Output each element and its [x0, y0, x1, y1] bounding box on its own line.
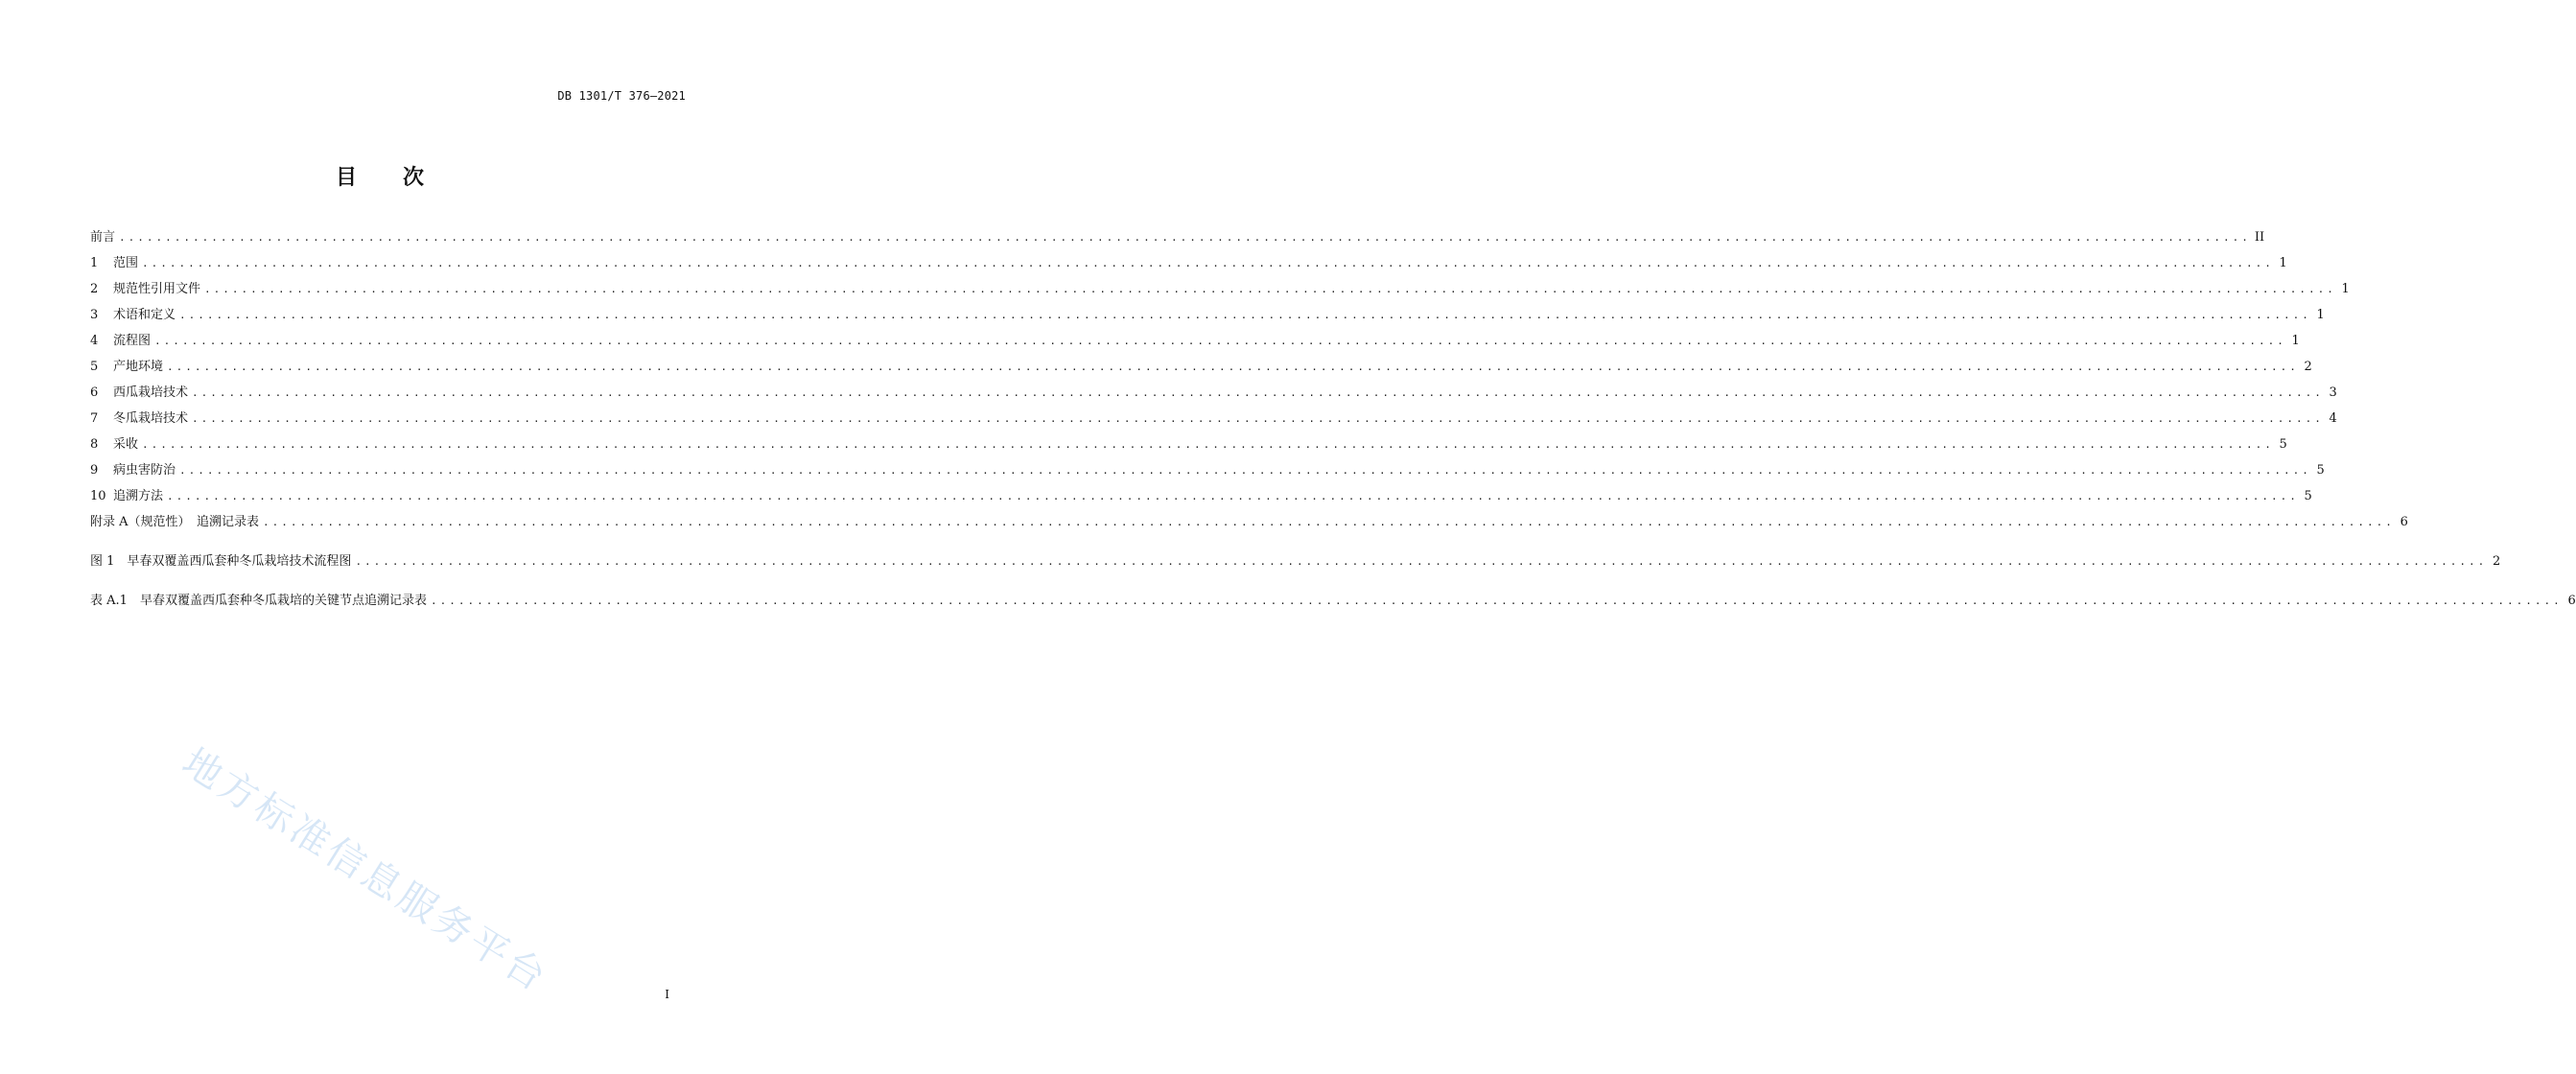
toc-entry-page: 1 [2291, 334, 2300, 348]
toc-entry-number: 9 [90, 463, 99, 478]
section-gap [90, 537, 687, 550]
toc-entry-page: 6 [2567, 594, 2576, 608]
toc-entry-traceability[interactable] [90, 485, 2312, 511]
dot-leader: ....................................................................................................................................................................................................................................... [179, 309, 2311, 321]
toc-entry-terms[interactable] [90, 304, 2325, 330]
toc-entry-number: 10 [90, 489, 106, 503]
toc-entry-label [90, 459, 176, 478]
toc-entry-title: 术语和定义 [113, 308, 176, 322]
page-number: I [665, 988, 669, 1001]
toc-entry-number: 6 [90, 385, 99, 400]
toc-entry-page: 1 [2316, 308, 2325, 322]
toc-entry-figure-1[interactable] [90, 550, 2501, 576]
toc-entry-label [90, 304, 176, 322]
toc-entry-page: 6 [2400, 515, 2408, 529]
toc-entry-number: 5 [90, 360, 99, 374]
dot-leader: ....................................................................................................................................................................................................................................... [355, 555, 2488, 568]
dot-leader: ....................................................................................................................................................................................................................................... [192, 386, 2324, 399]
toc-entry-number: 3 [90, 308, 99, 322]
watermark: 地方标准信息服务平台 [174, 739, 556, 1002]
toc-entry-scope[interactable] [90, 252, 2287, 278]
toc-entry-label [90, 382, 188, 400]
toc-entry-number: 2 [90, 282, 99, 296]
toc-entry-title: 冬瓜栽培技术 [113, 411, 189, 426]
toc-entry-number: 8 [90, 437, 99, 452]
dot-leader: ....................................................................................................................................................................................................................................... [204, 283, 2336, 295]
toc-entry-normative-references[interactable] [90, 278, 2350, 304]
toc-entry-label [90, 433, 138, 452]
dot-leader: ....................................................................................................................................................................................................................................... [430, 595, 2563, 607]
toc-entry-label [90, 330, 151, 348]
toc-entry-page: 4 [2329, 411, 2337, 426]
page-title [0, 161, 760, 191]
toc-entry-title: 产地环境 [113, 360, 164, 374]
toc-entry-number: 1 [90, 256, 99, 270]
toc-entry-label [90, 550, 351, 569]
toc-entry-wax-gourd[interactable] [90, 408, 2337, 433]
toc-entry-page: 1 [2341, 282, 2350, 296]
toc-entry-page: 5 [2304, 489, 2312, 503]
toc-entry-title: 追溯方法 [113, 489, 164, 503]
toc-entry-environment[interactable] [90, 356, 2312, 382]
table-of-contents [90, 226, 2576, 616]
toc-entry-title: 范围 [113, 256, 139, 270]
toc-entry-pest-control[interactable] [90, 459, 2325, 485]
toc-entry-label [90, 485, 163, 503]
toc-entry-label [90, 408, 188, 426]
standard-number: DB 1301/T 376—2021 [557, 89, 686, 103]
toc-entry-label [90, 356, 163, 374]
title-char-1: 目 [335, 166, 357, 190]
toc-entry-label [90, 252, 138, 270]
dot-leader: ....................................................................................................................................................................................................................................... [154, 335, 2286, 347]
toc-entry-appendix-a[interactable] [90, 511, 2408, 537]
figure-title: 早春双覆盖西瓜套种冬瓜栽培技术流程图 [127, 554, 352, 569]
toc-entry-page: 5 [2279, 437, 2287, 452]
toc-entry-flowchart[interactable] [90, 330, 2300, 356]
toc-entry-page: 3 [2329, 385, 2337, 400]
toc-entry-harvest[interactable] [90, 433, 2287, 459]
toc-entry-label: 附录 A（规范性） 追溯记录表 [90, 515, 260, 529]
toc-entry-number: 7 [90, 411, 99, 426]
toc-entry-page: 2 [2492, 554, 2501, 569]
dot-leader: ....................................................................................................................................................................................................................................... [192, 412, 2324, 425]
toc-entry-title: 采收 [113, 437, 139, 452]
dot-leader: ....................................................................................................................................................................................................................................... [119, 231, 2251, 244]
table-number: 表 A.1 [90, 594, 128, 608]
toc-entry-title: 西瓜栽培技术 [113, 385, 189, 400]
toc-entry-title: 流程图 [113, 334, 152, 348]
title-char-2: 次 [403, 166, 425, 190]
dot-leader: ....................................................................................................................................................................................................................................... [263, 516, 2395, 528]
toc-entry-watermelon[interactable] [90, 382, 2337, 408]
dot-leader: ....................................................................................................................................................................................................................................... [167, 361, 2299, 373]
toc-entry-page: 5 [2316, 463, 2325, 478]
toc-entry-title: 病虫害防治 [113, 463, 176, 478]
toc-entry-label [90, 590, 427, 608]
toc-entry-title: 规范性引用文件 [113, 282, 201, 296]
toc-entry-label [90, 278, 200, 296]
dot-leader: ....................................................................................................................................................................................................................................... [142, 438, 2274, 451]
toc-entry-page: 2 [2304, 360, 2312, 374]
dot-leader: ....................................................................................................................................................................................................................................... [179, 464, 2311, 477]
toc-entry-number: 4 [90, 334, 99, 348]
toc-entry-page: II [2254, 230, 2265, 245]
dot-leader: ....................................................................................................................................................................................................................................... [142, 257, 2274, 269]
figure-number: 图 1 [90, 554, 115, 569]
table-title: 早春双覆盖西瓜套种冬瓜栽培的关键节点追溯记录表 [139, 594, 427, 608]
section-gap [90, 576, 687, 590]
toc-entry-page: 1 [2279, 256, 2287, 270]
toc-entry-table-a1[interactable] [90, 590, 2576, 616]
dot-leader: ....................................................................................................................................................................................................................................... [167, 490, 2299, 502]
toc-entry-label: 前言 [90, 230, 116, 245]
toc-entry-foreword[interactable] [90, 226, 2265, 252]
